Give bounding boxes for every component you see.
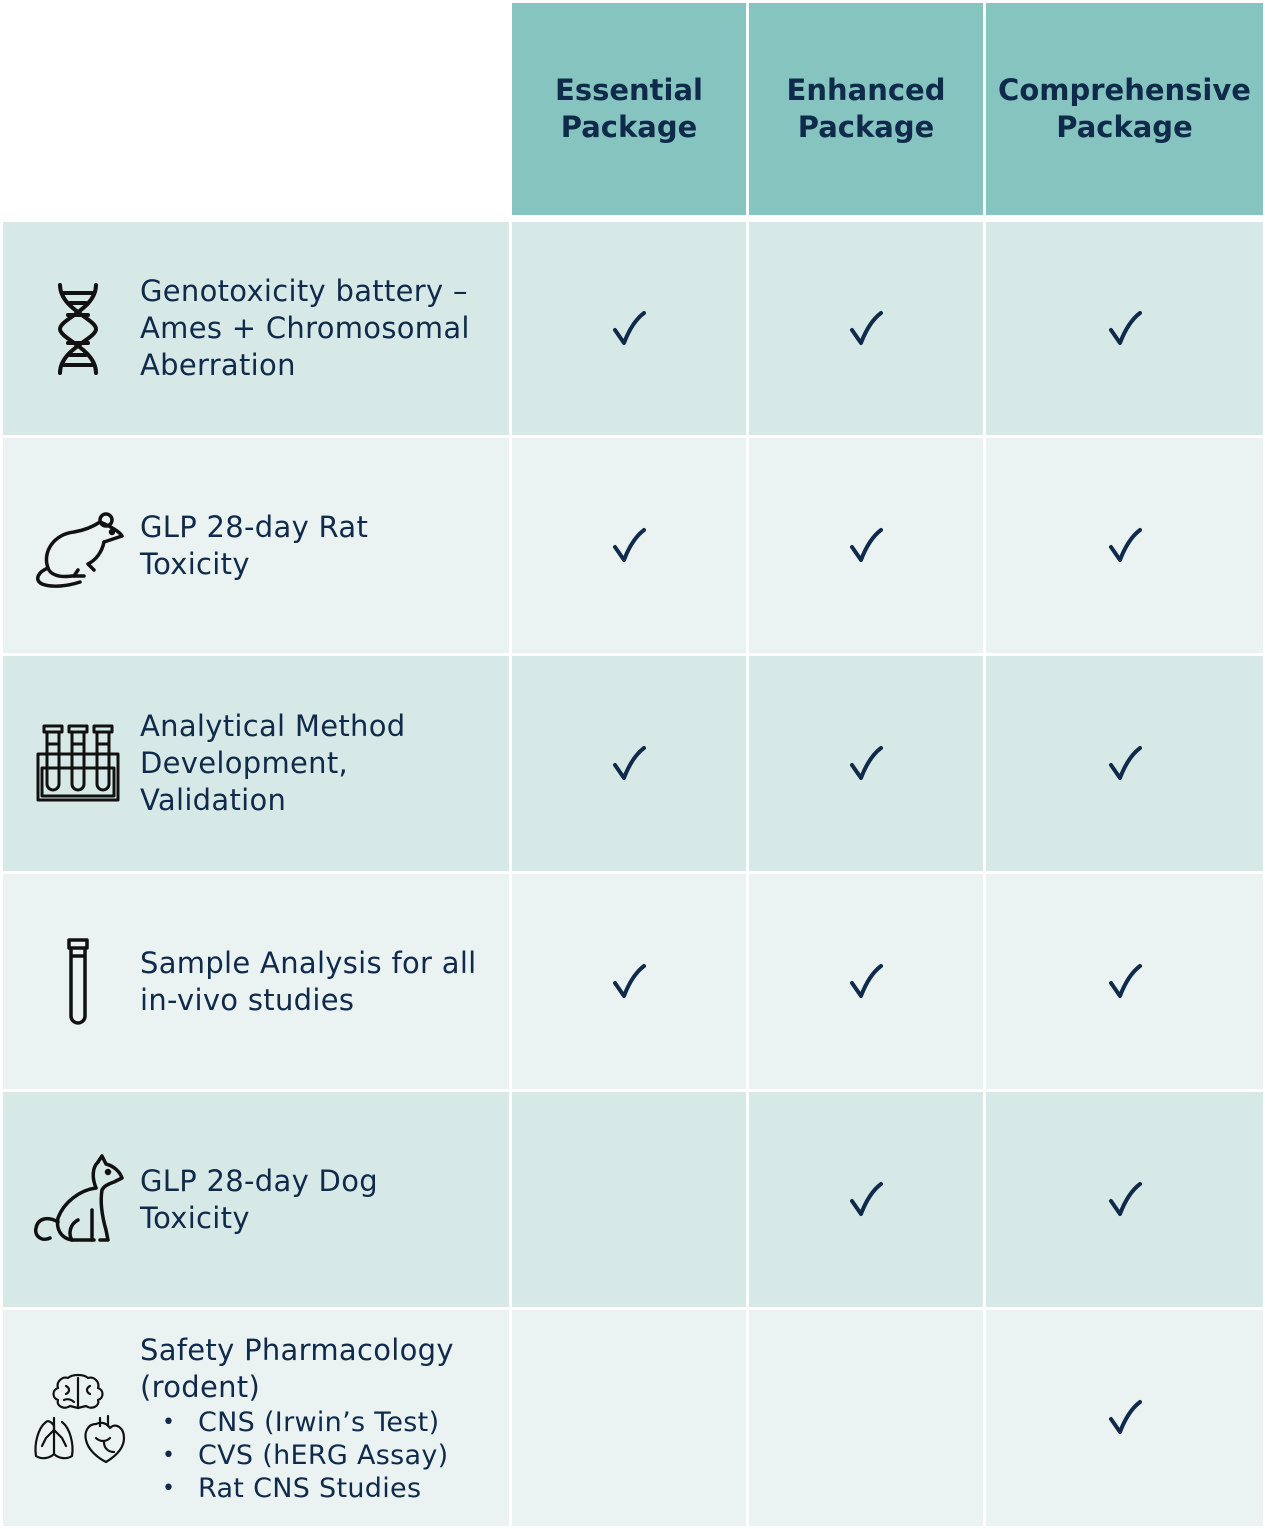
header-comprehensive-package (986, 3, 1263, 215)
header-line: Package (560, 110, 698, 144)
cell-essential (512, 222, 746, 435)
label-line: Validation (140, 783, 287, 817)
rat-icon (23, 491, 133, 601)
row-label-cell (3, 222, 509, 435)
row-label-cell (3, 438, 509, 653)
checkmark-icon (749, 1092, 983, 1307)
label-line: GLP 28-day Rat (140, 509, 369, 544)
cell-comprehensive (986, 438, 1263, 653)
row-label-cell (3, 874, 509, 1089)
cell-enhanced (749, 656, 983, 871)
row-label (140, 1310, 499, 1526)
cell-comprehensive (986, 1310, 1263, 1526)
checkmark-icon (986, 1310, 1263, 1526)
list-item: • CVS (hERG Assay) (198, 1439, 499, 1472)
cell-essential (512, 656, 746, 871)
cell-enhanced (749, 1310, 983, 1526)
row-label-cell (3, 656, 509, 871)
label-line: (rodent) (140, 1369, 261, 1404)
label-line: Development, (140, 746, 349, 780)
row-label (140, 1092, 499, 1307)
cell-comprehensive (986, 874, 1263, 1089)
cell-essential (512, 1310, 746, 1526)
header-enhanced-package (749, 3, 983, 215)
row-label (140, 656, 499, 871)
checkmark-icon (986, 1092, 1263, 1307)
test-tube-rack-icon (23, 709, 133, 819)
test-tube-icon (23, 927, 133, 1037)
label-line: Analytical Method (140, 709, 406, 743)
cell-comprehensive (986, 656, 1263, 871)
label-line: Toxicity (140, 1200, 250, 1235)
checkmark-icon (986, 222, 1263, 435)
list-item: • CNS (Irwin’s Test) (198, 1406, 499, 1439)
label-line: in-vivo studies (140, 982, 355, 1017)
cell-essential (512, 874, 746, 1089)
checkmark-icon (749, 656, 983, 871)
row-label-cell (3, 1310, 509, 1526)
checkmark-icon (512, 222, 746, 435)
cell-essential (512, 1092, 746, 1307)
label-line: Genotoxicity battery – (140, 274, 468, 308)
row-label (140, 874, 499, 1089)
header-line: Package (1056, 110, 1193, 144)
cell-enhanced (749, 438, 983, 653)
cell-enhanced (749, 1092, 983, 1307)
table-row-dog-toxicity (0, 1092, 1265, 1307)
organs-icon (23, 1363, 133, 1473)
cell-enhanced (749, 874, 983, 1089)
bullet-list (140, 1406, 499, 1505)
checkmark-icon (749, 438, 983, 653)
checkmark-icon (986, 656, 1263, 871)
table-row-sample-analysis (0, 874, 1265, 1089)
cell-essential (512, 438, 746, 653)
row-label-cell (3, 1092, 509, 1307)
table-row-safety-pharmacology (0, 1310, 1265, 1526)
header-line: Comprehensive (998, 73, 1251, 107)
label-line: Toxicity (140, 546, 250, 581)
header-line: Essential (555, 73, 703, 107)
checkmark-icon (986, 874, 1263, 1089)
table-row-rat-toxicity (0, 438, 1265, 653)
header-line: Enhanced (786, 73, 946, 107)
cell-comprehensive (986, 1092, 1263, 1307)
cell-comprehensive (986, 222, 1263, 435)
cell-enhanced (749, 222, 983, 435)
row-label (140, 438, 499, 653)
table-row-analytical-method (0, 656, 1265, 871)
checkmark-icon (749, 874, 983, 1089)
checkmark-icon (512, 874, 746, 1089)
header-line: Package (797, 110, 935, 144)
checkmark-icon (512, 438, 746, 653)
checkmark-icon (512, 656, 746, 871)
label-line: Safety Pharmacology (140, 1332, 454, 1367)
checkmark-icon (749, 222, 983, 435)
checkmark-icon (986, 438, 1263, 653)
label-line: Aberration (140, 348, 296, 382)
label-line: Ames + Chromosomal (140, 311, 470, 345)
dog-icon (23, 1145, 133, 1255)
list-item: • Rat CNS Studies (198, 1472, 499, 1505)
header-essential-package (512, 3, 746, 215)
label-line: GLP 28-day Dog (140, 1163, 378, 1198)
label-line: Sample Analysis for all (140, 945, 477, 980)
row-label (140, 222, 499, 435)
dna-icon (23, 274, 133, 384)
table-row-genotoxicity (0, 222, 1265, 435)
